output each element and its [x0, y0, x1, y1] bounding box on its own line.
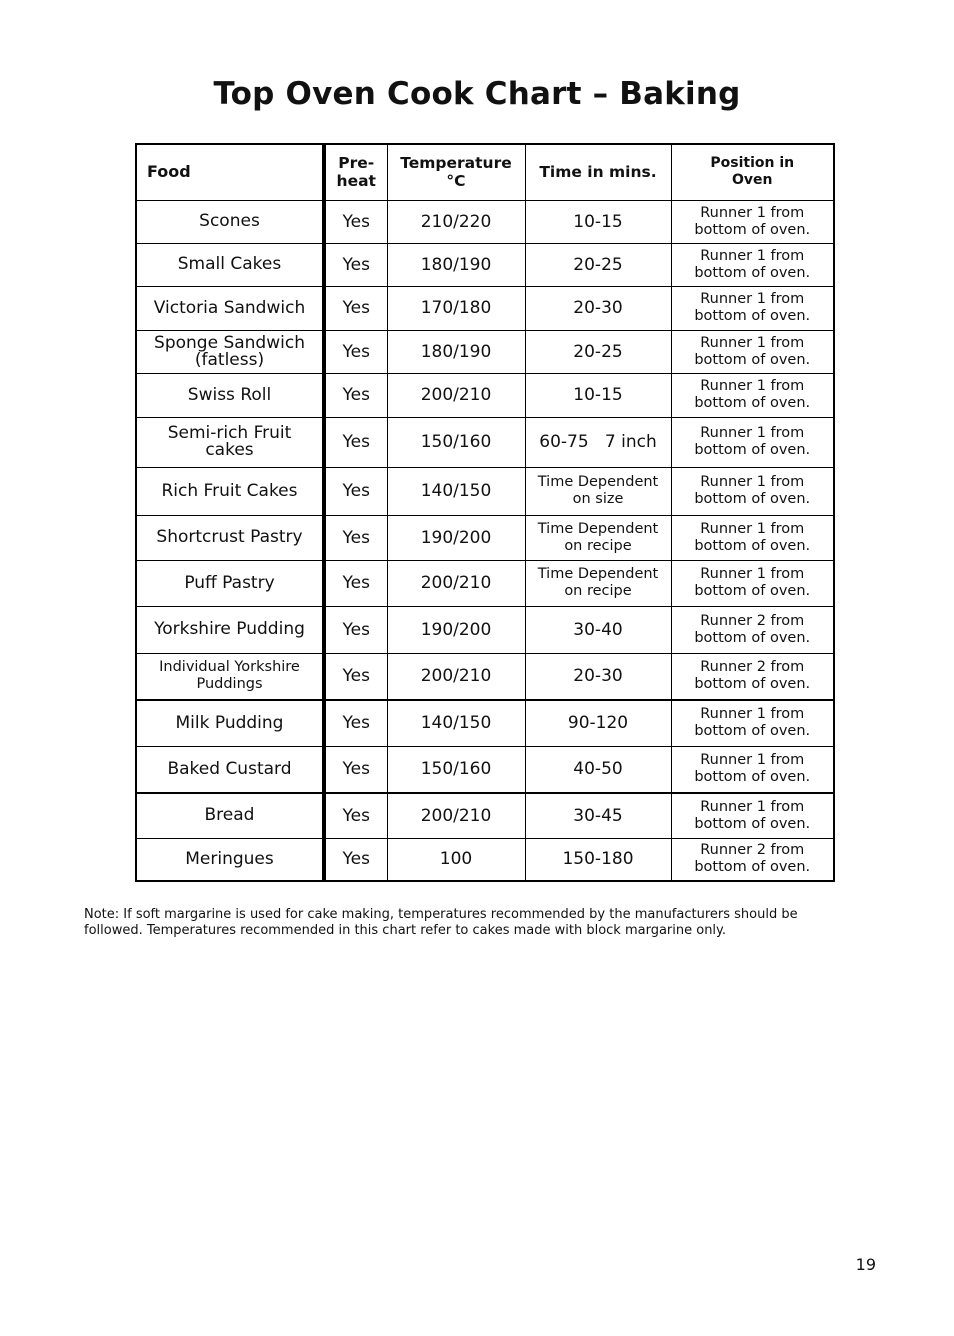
cell-food: Shortcrust Pastry — [136, 515, 324, 560]
cell-temperature: 210/220 — [387, 200, 525, 243]
cell-preheat: Yes — [324, 700, 387, 746]
position-line1: Runner 1 from — [700, 798, 805, 815]
position-line1: Runner 1 from — [700, 204, 805, 221]
cell-time: 30-45 — [525, 793, 671, 838]
page-number: 19 — [855, 1255, 876, 1274]
cell-position — [671, 467, 834, 515]
cell-position — [671, 746, 834, 793]
cell-food — [136, 417, 324, 467]
header-position — [671, 144, 834, 200]
cell-position — [671, 700, 834, 746]
cell-time — [525, 560, 671, 606]
cell-temperature: 180/190 — [387, 330, 525, 373]
cook-chart-table — [135, 143, 835, 882]
cell-preheat: Yes — [324, 467, 387, 515]
time-line2: on size — [572, 491, 624, 507]
cell-time — [525, 515, 671, 560]
position-line2: bottom of oven. — [694, 537, 811, 554]
cell-food: Bread — [136, 793, 324, 838]
position-line2: bottom of oven. — [694, 629, 811, 646]
position-line2: bottom of oven. — [694, 859, 811, 876]
cell-preheat: Yes — [324, 793, 387, 838]
table-row — [136, 746, 834, 793]
position-line2: bottom of oven. — [694, 395, 811, 411]
cell-time: 30-40 — [525, 606, 671, 653]
cell-time: 40-50 — [525, 746, 671, 793]
cell-food: Victoria Sandwich — [136, 286, 324, 330]
header-preheat-line1: Pre- — [338, 154, 375, 173]
position-line2: bottom of oven. — [694, 442, 811, 458]
cell-temperature: 150/160 — [387, 746, 525, 793]
cell-position — [671, 286, 834, 330]
cell-position — [671, 200, 834, 243]
food-line1: Individual Yorkshire — [159, 659, 300, 676]
cell-food: Puff Pastry — [136, 560, 324, 606]
cell-preheat: Yes — [324, 286, 387, 330]
page-title: Top Oven Cook Chart – Baking — [213, 76, 741, 112]
cell-position — [671, 330, 834, 373]
cell-position — [671, 653, 834, 700]
cell-preheat: Yes — [324, 515, 387, 560]
header-time: Time in mins. — [525, 144, 671, 200]
cell-food: Rich Fruit Cakes — [136, 467, 324, 515]
table-row — [136, 838, 834, 881]
position-line2: bottom of oven. — [694, 491, 811, 507]
cell-preheat: Yes — [324, 200, 387, 243]
table-row — [136, 653, 834, 700]
cell-temperature: 200/210 — [387, 560, 525, 606]
cell-time: 20-25 — [525, 330, 671, 373]
cell-temperature: 200/210 — [387, 653, 525, 700]
footnote-line2: followed. Temperatures recommended in this chart refer to cakes made with block margarine only. — [84, 922, 727, 938]
position-line1: Runner 1 from — [700, 566, 805, 582]
cell-food — [136, 653, 324, 700]
cell-preheat: Yes — [324, 838, 387, 881]
position-line2: bottom of oven. — [694, 264, 811, 281]
position-line2: bottom of oven. — [694, 815, 811, 832]
cell-temperature: 140/150 — [387, 700, 525, 746]
cell-time: 60-75 7 inch — [525, 417, 671, 467]
header-position-line1: Position in — [710, 155, 795, 172]
position-line1: Runner 1 from — [700, 520, 805, 537]
position-line1: Runner 2 from — [700, 659, 805, 676]
cell-position — [671, 417, 834, 467]
cell-temperature: 190/200 — [387, 515, 525, 560]
position-line1: Runner 1 from — [700, 334, 805, 351]
position-line1: Runner 2 from — [700, 612, 805, 629]
cell-preheat: Yes — [324, 330, 387, 373]
table-row — [136, 793, 834, 838]
table-row — [136, 330, 834, 373]
cell-temperature: 170/180 — [387, 286, 525, 330]
table-row — [136, 286, 834, 330]
cell-food: Baked Custard — [136, 746, 324, 793]
position-line2: bottom of oven. — [694, 351, 811, 368]
cell-food: Swiss Roll — [136, 373, 324, 417]
cell-preheat: Yes — [324, 746, 387, 793]
cell-food — [136, 330, 324, 373]
header-temperature-line1: Temperature — [400, 154, 512, 173]
table-row — [136, 417, 834, 467]
cell-temperature: 150/160 — [387, 417, 525, 467]
cell-time: 20-30 — [525, 653, 671, 700]
cell-time: 90-120 — [525, 700, 671, 746]
cell-preheat: Yes — [324, 373, 387, 417]
header-food: Food — [136, 144, 324, 200]
table-row — [136, 200, 834, 243]
cell-temperature: 190/200 — [387, 606, 525, 653]
food-line2: cakes — [205, 440, 254, 460]
cell-time — [525, 467, 671, 515]
header-position-line2: Oven — [732, 172, 773, 189]
position-line1: Runner 1 from — [700, 247, 805, 264]
cell-position — [671, 515, 834, 560]
cell-position — [671, 793, 834, 838]
cell-preheat: Yes — [324, 606, 387, 653]
table-row — [136, 373, 834, 417]
cell-time: 150-180 — [525, 838, 671, 881]
cell-temperature: 100 — [387, 838, 525, 881]
cell-temperature: 200/210 — [387, 373, 525, 417]
table-row — [136, 243, 834, 286]
position-line1: Runner 1 from — [700, 752, 805, 769]
position-line2: bottom of oven. — [694, 221, 811, 238]
position-line2: bottom of oven. — [694, 676, 811, 693]
position-line1: Runner 1 from — [700, 291, 805, 307]
time-line2: on recipe — [564, 583, 632, 599]
time-line1: Time Dependent — [537, 474, 659, 490]
time-line2: on recipe — [564, 537, 632, 554]
header-temperature — [387, 144, 525, 200]
cell-position — [671, 838, 834, 881]
cell-position — [671, 560, 834, 606]
cell-temperature: 200/210 — [387, 793, 525, 838]
footnote — [84, 907, 874, 938]
food-line2: (fatless) — [194, 349, 265, 370]
cell-food: Yorkshire Pudding — [136, 606, 324, 653]
position-line1: Runner 1 from — [700, 425, 805, 441]
cell-position — [671, 606, 834, 653]
cell-food: Meringues — [136, 838, 324, 881]
time-line1: Time Dependent — [537, 566, 659, 582]
cell-preheat: Yes — [324, 560, 387, 606]
position-line1: Runner 1 from — [700, 378, 805, 394]
food-line2: Puddings — [196, 676, 263, 693]
cell-food: Small Cakes — [136, 243, 324, 286]
header-preheat-line2: heat — [336, 172, 376, 191]
cell-time: 10-15 — [525, 373, 671, 417]
position-line2: bottom of oven. — [694, 308, 811, 324]
time-line1: Time Dependent — [537, 520, 659, 537]
table-row — [136, 560, 834, 606]
table-header-row — [136, 144, 834, 200]
position-line2: bottom of oven. — [694, 723, 811, 740]
table-row — [136, 467, 834, 515]
cell-time: 20-25 — [525, 243, 671, 286]
cell-preheat: Yes — [324, 243, 387, 286]
table-row — [136, 606, 834, 653]
cell-preheat: Yes — [324, 417, 387, 467]
table-row — [136, 700, 834, 746]
cell-food: Milk Pudding — [136, 700, 324, 746]
food-line1: Sponge Sandwich — [154, 332, 305, 353]
cell-preheat: Yes — [324, 653, 387, 700]
table-row — [136, 515, 834, 560]
header-temperature-line2: °C — [446, 172, 466, 191]
header-preheat — [324, 144, 387, 200]
food-line1: Semi-rich Fruit — [167, 423, 292, 443]
position-line1: Runner 1 from — [700, 474, 805, 490]
position-line1: Runner 1 from — [700, 706, 805, 723]
position-line2: bottom of oven. — [694, 769, 811, 786]
cell-temperature: 180/190 — [387, 243, 525, 286]
position-line1: Runner 2 from — [700, 842, 805, 859]
cell-position — [671, 373, 834, 417]
cell-position — [671, 243, 834, 286]
footnote-line1: Note: If soft margarine is used for cake making, temperatures recommended by the manufacturers should be — [84, 907, 798, 922]
cell-time: 20-30 — [525, 286, 671, 330]
cell-food: Scones — [136, 200, 324, 243]
cell-temperature: 140/150 — [387, 467, 525, 515]
position-line2: bottom of oven. — [694, 583, 811, 599]
cell-time: 10-15 — [525, 200, 671, 243]
